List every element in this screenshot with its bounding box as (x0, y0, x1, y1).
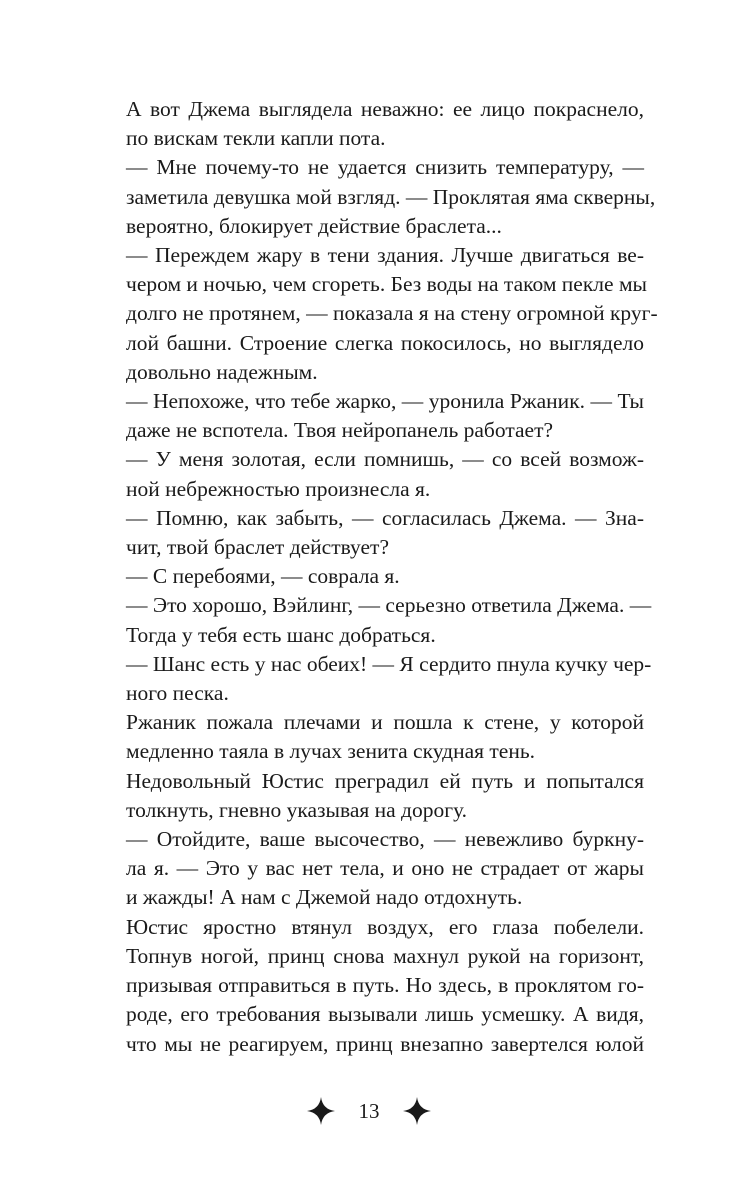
text-line: и жажды! А нам с Джемой надо отдохнуть. (126, 885, 523, 910)
text-line: Недовольный Юстис преградил ей путь и попытался (126, 768, 644, 793)
paragraph (92, 387, 644, 445)
text-line: — Переждем жару в тени здания. Лучше двигаться ве- (126, 243, 644, 268)
text-line: вероятно, блокирует действие браслета... (126, 213, 502, 238)
paragraph (92, 825, 644, 913)
text-line: по вискам текли капли пота. (126, 126, 386, 151)
text-line: — Отойдите, ваше высочество, — невежливо буркну- (126, 827, 644, 852)
paragraph (92, 95, 644, 153)
text-line: — У меня золотая, если помнишь, — со всей возмож- (126, 447, 644, 472)
text-line: толкнуть, гневно указывая на дорогу. (126, 797, 468, 822)
text-line: ного песка. (126, 681, 229, 706)
text-line: — Помню, как забыть, — согласилась Джема. — Зна- (126, 505, 644, 530)
text-line: роде, его требования вызывали лишь усмешку. А видя, (126, 1002, 644, 1027)
star-ornament-icon (402, 1096, 432, 1126)
text-line: чером и ночью, чем сгореть. Без воды на таком пекле мы (126, 272, 647, 297)
paragraph (92, 767, 644, 825)
paragraph (92, 504, 644, 562)
text-line: даже не вспотела. Твоя нейропанель работает? (126, 418, 554, 443)
paragraph (92, 650, 652, 708)
paragraph (92, 153, 656, 241)
text-line: чит, твой браслет действует? (126, 535, 389, 560)
text-line: Ржаник пожала плечами и пошла к стене, у которой (126, 710, 644, 735)
page-body (92, 95, 658, 1059)
star-ornament-icon (306, 1096, 336, 1126)
text-line: долго не протянем, — показала я на стену огромной круг- (126, 301, 658, 326)
text-line: — Непохоже, что тебе жарко, — уронила Ржаник. — Ты (126, 389, 644, 414)
text-line: ла я. — Это у вас нет тела, и оно не страдает от жары (126, 856, 644, 881)
text-line: Тогда у тебя есть шанс добраться. (126, 622, 436, 647)
text-line: — Шанс есть у нас обеих! — Я сердито пнула кучку чер- (126, 651, 652, 676)
text-line: — Это хорошо, Вэйлинг, — серьезно ответила Джема. — (126, 593, 652, 618)
text-line: А вот Джема выглядела неважно: ее лицо покраснело, (126, 97, 644, 121)
paragraph (92, 708, 644, 766)
paragraph (92, 591, 652, 649)
text-line: — Мне почему-то не удается снизить температуру, — (126, 155, 644, 180)
text-line: заметила девушка мой взгляд. — Проклятая яма скверны, (126, 184, 656, 209)
paragraph (92, 562, 644, 591)
paragraph (92, 445, 644, 503)
text-line: призывая отправиться в путь. Но здесь, в проклятом го- (126, 973, 644, 998)
text-line: Юстис яростно втянул воздух, его глаза побелели. (126, 914, 644, 939)
text-line: медленно таяла в лучах зенита скудная тень. (126, 739, 536, 764)
text-line: ной небрежностью произнесла я. (126, 476, 431, 501)
page-footer (0, 1095, 738, 1127)
text-line: Топнув ногой, принц снова махнул рукой на горизонт, (126, 943, 644, 968)
text-line: лой башни. Строение слегка покосилось, но выглядело (126, 330, 644, 355)
text-line: — С перебоями, — соврала я. (126, 564, 400, 589)
text-line: что мы не реагируем, принц внезапно завертелся юлой (126, 1031, 644, 1056)
page-number: 13 (358, 1098, 380, 1123)
paragraph (92, 913, 644, 1059)
text-line: довольно надежным. (126, 359, 318, 384)
paragraph (92, 241, 658, 387)
